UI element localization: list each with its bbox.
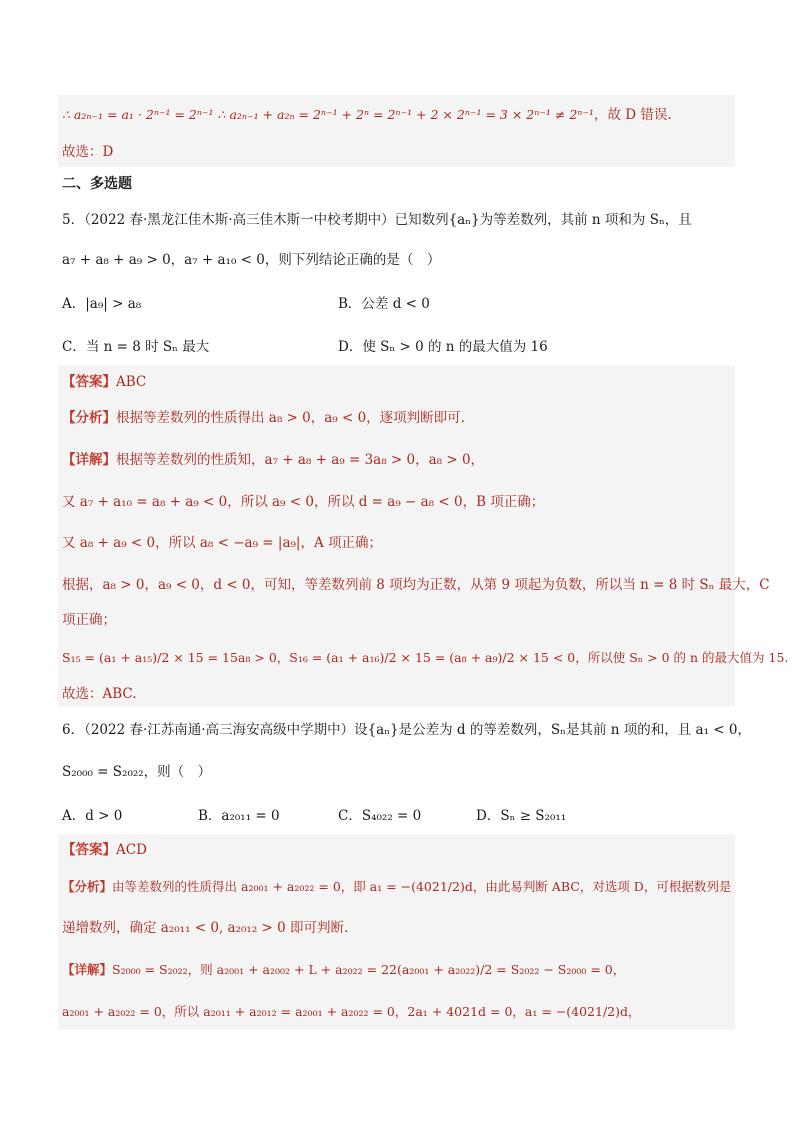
q5-analysis-text: 根据等差数列的性质得出 a₈ > 0，a₉ < 0，逐项判断即可.	[116, 410, 465, 426]
q5-analysis-tag: 【分析】	[62, 410, 116, 426]
q5-answer-tag: 【答案】	[62, 374, 116, 390]
section-heading: 二、多选题	[62, 176, 132, 192]
q6-detail-1	[62, 960, 734, 980]
q5-detail-2: 又 a₇ + a₁₀ = a₈ + a₉ < 0，所以 a₉ < 0，所以 d = a₉ − a₈ < 0，B 项正确；	[62, 494, 545, 510]
q5-option-d: D．使 Sₙ > 0 的 n 的最大值为 16	[338, 339, 548, 355]
q6-answer-tag: 【答案】	[62, 842, 116, 858]
q5-analysis	[62, 408, 734, 428]
q5-option-b: B．公差 d < 0	[338, 296, 430, 312]
q6-answer-value: ACD	[116, 842, 147, 858]
q5-detail-tag: 【详解】	[62, 452, 116, 468]
q5-answer	[62, 372, 734, 392]
q5-detail-6: S₁₅ = (a₁ + a₁₅)/2 × 15 = 15a₈ > 0，S₁₆ = (a₁ + a₁₆)/2 × 15 = (a₈ + a₉)/2 × 15 < 0，所以使 Sₙ > 0 的 n 的最大值为 15.	[62, 650, 789, 665]
q6-stem-line2: S₂₀₀₀ = S₂₀₂₂，则（ ）	[62, 764, 212, 780]
q6-option-c: C．S₄₀₂₂ = 0	[338, 808, 422, 824]
q6-detail-tag: 【详解】	[62, 962, 113, 977]
q6-analysis-tag: 【分析】	[62, 879, 113, 894]
q6-detail-2: a₂₀₀₁ + a₂₀₂₂ = 0，所以 a₂₀₁₁ + a₂₀₁₂ = a₂₀₀₁ + a₂₀₂₂ = 0，2a₁ + 4021d = 0，a₁ = −(4021/2)d，	[62, 1004, 641, 1019]
q5-stem-line2: a₇ + a₈ + a₉ > 0，a₇ + a₁₀ < 0，则下列结论正确的是（ ）	[62, 252, 441, 268]
q5-option-c: C．当 n = 8 时 Sₙ 最大	[62, 339, 210, 355]
top-final-answer: 故选：D	[62, 144, 114, 160]
top-solution-math: ∴ a₂ₙ₋₁ = a₁ · 2ⁿ⁻¹ = 2ⁿ⁻¹ ∴ a₂ₙ₋₁ + a₂ₙ = 2ⁿ⁻¹ + 2ⁿ = 2ⁿ⁻¹ + 2 × 2ⁿ⁻¹ = 3 × 2ⁿ⁻¹ ≠ 2ⁿ⁻¹	[62, 107, 594, 122]
q6-analysis-2: 递增数列，确定 a₂₀₁₁ < 0, a₂₀₁₂ > 0 即可判断.	[62, 920, 349, 936]
q5-detail-1	[62, 450, 734, 470]
top-solution-tail: ，故 D 错误.	[593, 107, 672, 123]
q5-detail-1-text: 根据等差数列的性质知，a₇ + a₈ + a₉ = 3a₈ > 0，a₈ > 0，	[116, 452, 485, 468]
top-solution-line	[62, 105, 734, 125]
q5-detail-5: 项正确；	[62, 612, 116, 628]
q6-option-d: D．Sₙ ≥ S₂₀₁₁	[476, 808, 567, 824]
q6-option-a: A．d > 0	[62, 808, 123, 824]
q6-analysis-1-text: 由等差数列的性质得出 a₂₀₀₁ + a₂₀₂₂ = 0，即 a₁ = −(4021/2)d，由此易判断 ABC，对选项 D，可根据数列是	[112, 879, 732, 894]
q6-option-b: B．a₂₀₁₁ = 0	[198, 808, 280, 824]
q5-stem-line1: 5．（2022 春·黑龙江佳木斯·高三佳木斯一中校考期中）已知数列{aₙ}为等差数列，其前 n 项和为 Sₙ，且	[62, 212, 692, 228]
q6-analysis-1	[62, 877, 734, 897]
q5-final: 故选：ABC.	[62, 686, 137, 702]
q5-detail-3: 又 a₈ + a₉ < 0，所以 a₈ < −a₉ = |a₉|，A 项正确；	[62, 535, 382, 551]
q6-answer	[62, 840, 734, 860]
q5-answer-value: ABC	[116, 374, 147, 390]
q6-detail-1-text: S₂₀₀₀ = S₂₀₂₂，则 a₂₀₀₁ + a₂₀₀₂ + L + a₂₀₂₂ = 22(a₂₀₀₁ + a₂₀₂₂)/2 = S₂₀₂₂ − S₂₀₀₀ = 0，	[112, 962, 626, 977]
q5-detail-4: 根据，a₈ > 0，a₉ < 0，d < 0，可知，等差数列前 8 项均为正数，从第 9 项起为负数，所以当 n = 8 时 Sₙ 最大，C	[62, 577, 770, 593]
q5-option-a: A．|a₉| > a₈	[62, 296, 142, 312]
q6-stem-line1: 6．（2022 春·江苏南通·高三海安高级中学期中）设{aₙ}是公差为 d 的等差数列，Sₙ是其前 n 项的和，且 a₁ < 0，	[62, 722, 751, 738]
